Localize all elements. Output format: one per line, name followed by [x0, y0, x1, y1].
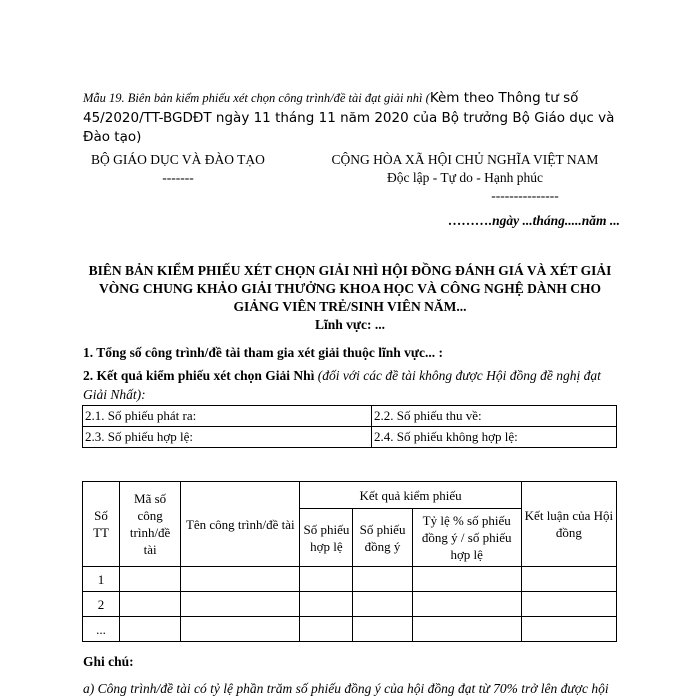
note-a: a) Công trình/đề tài có tỷ lệ phần trăm số phiếu đồng ý của hội đồng đạt từ 70% trở lên được hội — [83, 681, 609, 696]
document-title — [70, 262, 630, 334]
header-group-results: Kết quả kiểm phiếu — [300, 482, 521, 509]
row-number: 2 — [83, 592, 120, 617]
table-row — [83, 406, 617, 427]
header-agree: Số phiếu đồng ý — [353, 509, 412, 567]
cell-code — [120, 592, 181, 617]
title-line-1: BIÊN BẢN KIỂM PHIẾU XÉT CHỌN GIẢI NHÌ HỘI ĐỒNG ĐÁNH GIÁ VÀ XÉT GIẢI — [88, 263, 612, 278]
row-number: ... — [83, 617, 120, 642]
cell-agree — [353, 617, 412, 642]
form-intro — [83, 89, 623, 148]
cell-name — [181, 617, 300, 642]
section-1: 1. Tổng số công trình/đề tài tham gia xét giải thuộc lĩnh vực... : — [83, 345, 443, 360]
form-legal-basis: Kèm theo Thông tư số 45/2020/TT-BGDĐT ngày 11 tháng 11 năm 2020 của Bộ trưởng Bộ Giáo dục và Đào tạo) — [83, 90, 615, 145]
left-header — [83, 151, 273, 187]
date-line: ……….ngày ...tháng.....năm ... — [448, 213, 620, 228]
title-line-2: VÒNG CHUNG KHẢO GIẢI THƯỞNG KHOA HỌC VÀ CÔNG NGHỆ DÀNH CHO — [99, 281, 601, 296]
field-line: Lĩnh vực: ... — [315, 317, 385, 332]
table-row — [83, 567, 617, 592]
title-line-3: GIẢNG VIÊN TRẺ/SINH VIÊN NĂM... — [233, 299, 467, 314]
notes-label: Ghi chú: — [83, 654, 134, 669]
section-2 — [83, 366, 623, 404]
motto-dash: --------------- — [491, 188, 559, 203]
form-title-italic: Mẫu 19. Biên bản kiểm phiếu xét chọn công trình/đề tài đạt giải nhì ( — [83, 91, 430, 105]
header-stt: Số TT — [83, 482, 120, 567]
cell-name — [181, 592, 300, 617]
ballots-issued: 2.1. Số phiếu phát ra: — [83, 406, 372, 427]
right-header — [300, 151, 630, 205]
cell-code — [120, 567, 181, 592]
cell-valid — [300, 567, 353, 592]
cell-valid — [300, 592, 353, 617]
table-row — [83, 427, 617, 448]
cell-agree — [353, 592, 412, 617]
cell-conclusion — [521, 567, 616, 592]
row-number: 1 — [83, 567, 120, 592]
cell-ratio — [412, 592, 521, 617]
header-code: Mã số công trình/đề tài — [120, 482, 181, 567]
ballots-returned: 2.2. Số phiếu thu về: — [372, 406, 617, 427]
result-table — [82, 481, 617, 642]
cell-ratio — [412, 567, 521, 592]
cell-code — [120, 617, 181, 642]
ministry-dash: ------- — [162, 170, 194, 185]
cell-name — [181, 567, 300, 592]
cell-conclusion — [521, 592, 616, 617]
national-motto: Độc lập - Tự do - Hạnh phúc — [387, 170, 543, 185]
ministry-name: BỘ GIÁO DỤC VÀ ĐÀO TẠO — [91, 152, 265, 167]
section-2-note: (đối với các đề tài không được Hội đồng đề nghị đạt Giải Nhất): — [83, 368, 601, 402]
ballots-valid: 2.3. Số phiếu hợp lệ: — [83, 427, 372, 448]
header-valid: Số phiếu hợp lệ — [300, 509, 353, 567]
table-row — [83, 617, 617, 642]
header-conclusion: Kết luận của Hội đồng — [521, 482, 616, 567]
table-header-row — [83, 482, 617, 509]
table-row — [83, 592, 617, 617]
ballot-count-table — [82, 405, 617, 448]
header-name: Tên công trình/đề tài — [181, 482, 300, 567]
country-name: CỘNG HÒA XÃ HỘI CHỦ NGHĨA VIỆT NAM — [331, 152, 599, 167]
section-2-heading: 2. Kết quả kiểm phiếu xét chọn Giải Nhì — [83, 368, 315, 383]
cell-agree — [353, 567, 412, 592]
cell-ratio — [412, 617, 521, 642]
ballots-invalid: 2.4. Số phiếu không hợp lệ: — [372, 427, 617, 448]
cell-conclusion — [521, 617, 616, 642]
cell-valid — [300, 617, 353, 642]
header-ratio: Tỷ lệ % số phiếu đồng ý / số phiếu hợp lệ — [412, 509, 521, 567]
